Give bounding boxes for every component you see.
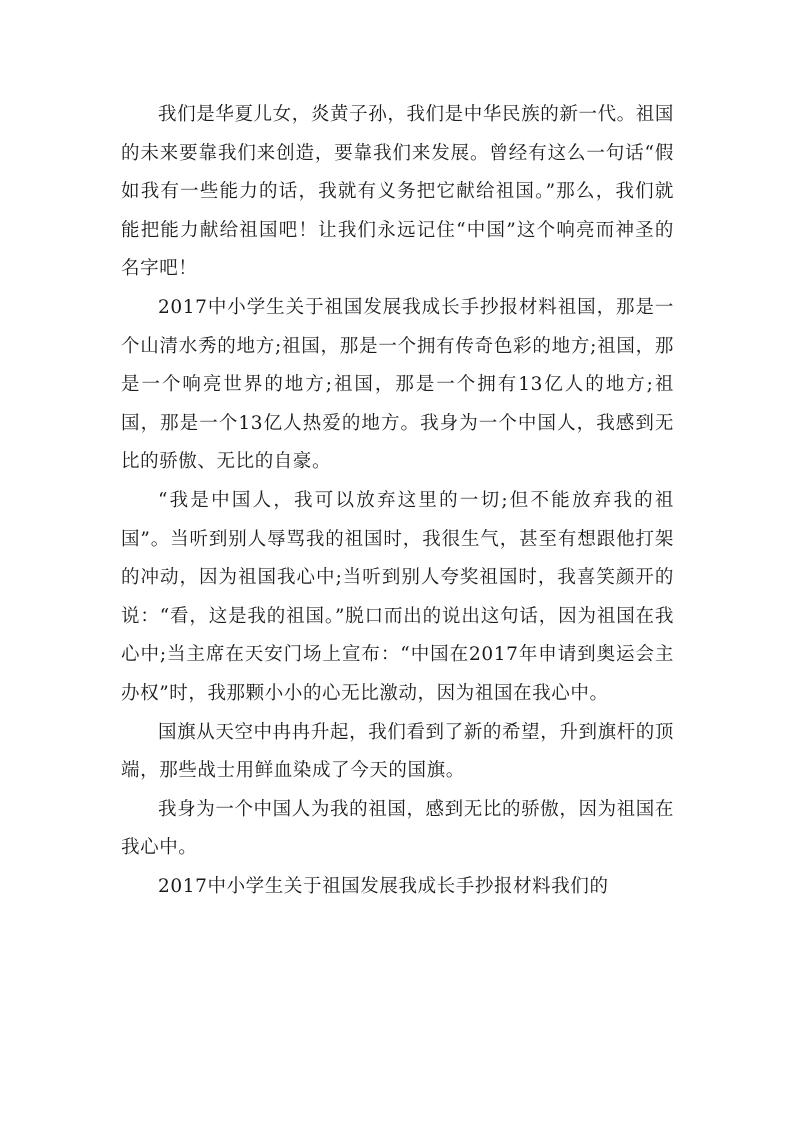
paragraph-2: 2017中小学生关于祖国发展我成长手抄报材料祖国，那是一个山清水秀的地方;祖国，那是一个拥有传奇色彩的地方;祖国，那是一个响亮世界的地方;祖国，那是一个拥有13亿人的地方;祖国，那是一个13亿人热爱的地方。我身为一个中国人，我感到无比的骄傲、无比的自豪。 [121,296,674,473]
document-body [121,96,674,906]
paragraph-6: 2017中小学生关于祖国发展我成长手抄报材料我们的 [158,875,609,897]
paragraph-3: “我是中国人，我可以放弃这里的一切;但不能放弃我的祖国”。当听到别人辱骂我的祖国时，我很生气，甚至有想跟他打架的冲动，因为祖国我心中;当听到别人夸奖祖国时，我喜笑颜开的说：“看，这是我的祖国。”脱口而出的说出这句话，因为祖国在我心中;当主席在天安门场上宣布：“中国在2017年申请到奥运会主办权”时，我那颗小小的心无比激动，因为祖国在我心中。 [121,489,674,704]
paragraph-4: 国旗从天空中冉冉升起，我们看到了新的希望，升到旗杆的顶端，那些战士用鲜血染成了今天的国旗。 [121,721,674,782]
paragraph-1: 我们是华夏儿女，炎黄子孙，我们是中华民族的新一代。祖国的未来要靠我们来创造，要靠我们来发展。曾经有这么一句话“假如我有一些能力的话，我就有义务把它献给祖国。”那么，我们就能把能力献给祖国吧！让我们永远记住“中国”这个响亮而神圣的名字吧！ [121,104,674,280]
paragraph-5: 我身为一个中国人为我的祖国，感到无比的骄傲，因为祖国在我心中。 [121,798,674,859]
